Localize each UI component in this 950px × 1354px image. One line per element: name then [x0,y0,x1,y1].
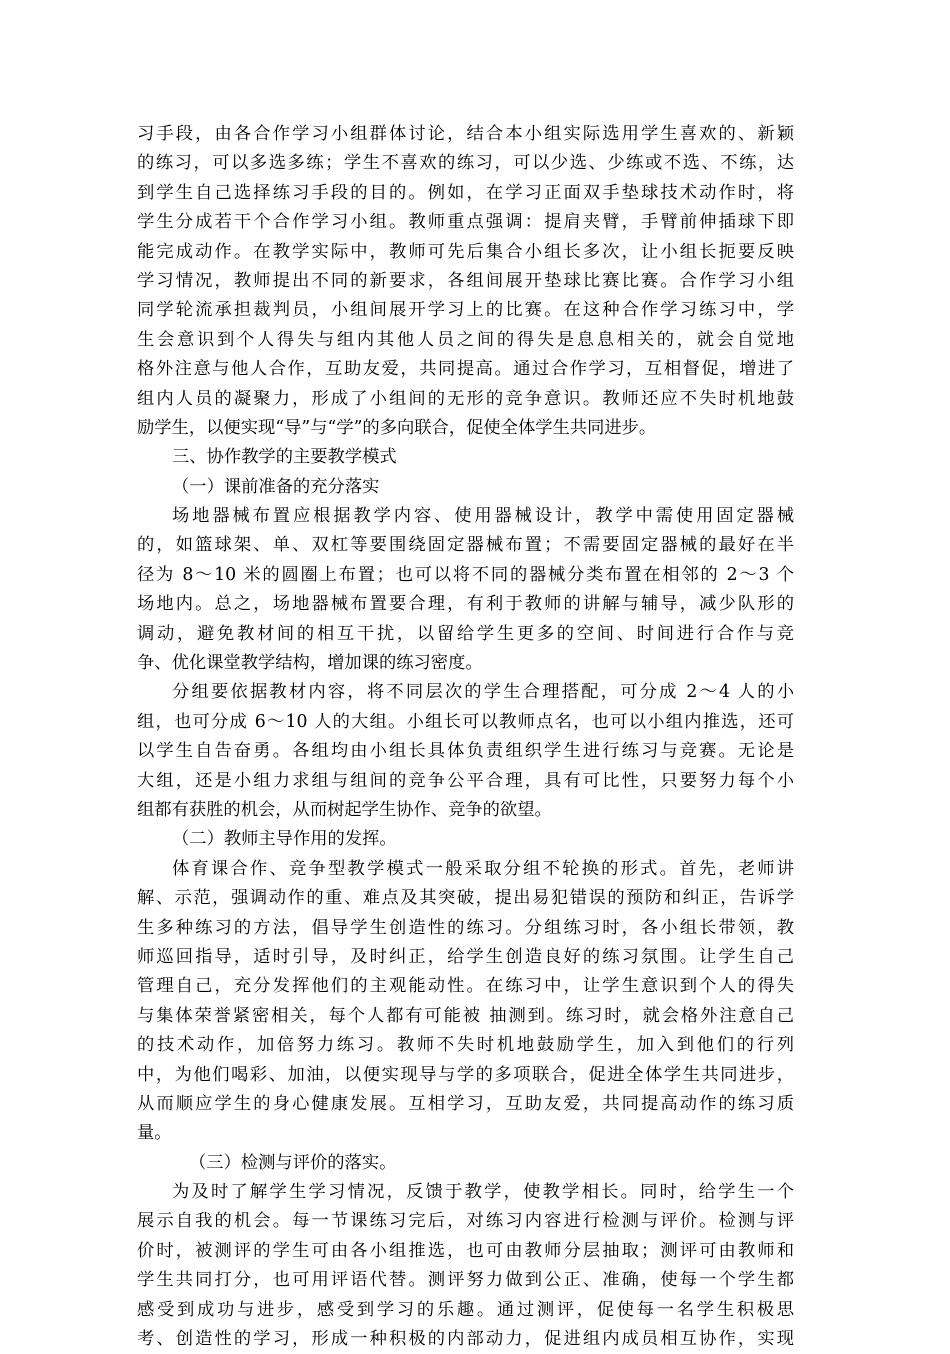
text-line: 习手段，由各合作学习小组群体讨论，结合本小组实际选用学生喜欢的、新颖 [137,124,794,144]
paragraph-last-line: 争、优化课堂教学结构，增加课的练习密度。 [137,653,483,674]
paragraph-first-line: 分组要依据教材内容，将不同层次的学生合理搭配，可分成 2～4 人的小 [172,682,794,703]
text-line: 管理自己，充分发挥他们的主观能动性。在练习中，让学生意识到个人的得失 [137,976,794,997]
text-line: 生会意识到个人得失与组内其他人员之间的得失是息息相关的，就会自觉地 [137,329,794,350]
paragraph-first-line: 为及时了解学生学习情况，反馈于教学，使教学相长。同时，给学生一个 [172,1182,794,1203]
paragraph-last-line: 组都有获胜的机会，从而树起学生协作、竞争的欲望。 [137,799,552,820]
text-line: 调动，避免教材间的相互干扰，以留给学生更多的空间、时间进行合作与竞 [137,623,794,644]
text-line: 场地内。总之，场地器械布置要合理，有利于教师的讲解与辅导，减少队形的 [137,594,794,615]
text-line: 学习情况，教师提出不同的新要求，各组间展开垫球比赛比赛。合作学习小组 [137,270,794,291]
text-line: 径为 8～10 米的圆圈上布置；也可以将不同的器械分类布置在相邻的 2～3 个 [137,564,794,585]
text-line: 师巡回指导，适时引导，及时纠正，给学生创造良好的练习氛围。让学生自己 [137,946,794,967]
paragraph-last-line: 量。 [137,1123,172,1144]
text-line: 生多种练习的方法，倡导学生创造性的练习。分组练习时，各小组长带领，教 [137,917,794,938]
text-line: 从而顺应学生的身心健康发展。互相学习，互助友爱，共同提高动作的练习质 [137,1093,794,1114]
text-line: 大组，还是小组力求组与组间的竞争公平合理，具有可比性，只要努力每个小 [137,770,794,791]
text-line: 解、示范，强调动作的重、难点及其突破，提出易犯错误的预防和纠正，告诉学 [137,888,794,909]
text-line: 到学生自己选择练习手段的目的。例如，在学习正面双手垫球技术动作时，将 [137,182,794,203]
text-line: 与集体荣誉紧密相关，每个人都有可能被 抽测到。练习时，就会格外注意自己 [137,1005,794,1026]
paragraph-first-line: 体育课合作、竞争型教学模式一般采取分组不轮换的形式。首先，老师讲 [172,858,794,879]
subsection-heading: （三）检测与评价的落实。 [189,1152,397,1173]
text-line: 的练习，可以多选多练；学生不喜欢的练习，可以少选、少练或不选、不练，达 [137,153,794,174]
text-line: 学生共同打分，也可用评语代替。测评努力做到公正、准确，使每一个学生都 [137,1270,794,1291]
text-line: 同学轮流承担裁判员，小组间展开学习上的比赛。在这种合作学习练习中，学 [137,300,794,321]
text-line: 能完成动作。在教学实际中，教师可先后集合小组长多次，让小组长扼要反映 [137,241,794,262]
text-line: 的，如篮球架、单、双杠等要围绕固定器械布置；不需要固定器械的最好在半 [137,535,794,556]
paragraph-first-line: 场地器械布置应根据教学内容、使用器械设计，教学中需使用固定器械 [172,506,794,527]
paragraph-last-line: 励学生，以便实现“导”与“学”的多向联合，促使全体学生共同进步。 [137,417,657,438]
text-line: 感受到成功与进步，感受到学习的乐趣。通过测评，促使每一名学生积极思 [137,1299,794,1320]
text-line: 中，为他们喝彩、加油，以便实现导与学的多项联合，促进全体学生共同进步， [137,1064,794,1085]
text-line: 组，也可分成 6～10 人的大组。小组长可以教师点名，也可以小组内推选，还可 [137,711,794,732]
document-body [137,120,794,1354]
text-line: 展示自我的机会。每一节课练习完后，对练习内容进行检测与评价。检测与评 [137,1211,794,1232]
text-line: 考、创造性的学习，形成一种积极的内部动力，促进组内成员相互协作，实现 [137,1329,794,1350]
text-line: 格外注意与他人合作，互助友爱，共同提高。通过合作学习，互相督促，增进了 [137,359,794,380]
text-line: 学生分成若干个合作学习小组。教师重点强调：提肩夹臂，手臂前伸插球下即 [137,212,794,233]
section-heading: 三、协作教学的主要教学模式 [172,447,397,468]
text-line: 价时，被测评的学生可由各小组推选，也可由教师分层抽取；测评可由教师和 [137,1240,794,1261]
subsection-heading: （二）教师主导作用的发挥。 [172,829,397,850]
text-line: 以学生自告奋勇。各组均由小组长具体负责组织学生进行练习与竞赛。无论是 [137,741,794,762]
text-line: 组内人员的凝聚力，形成了小组间的无形的竞争意识。教师还应不失时机地鼓 [137,388,794,409]
subsection-heading: （一）课前准备的充分落实 [172,476,380,497]
text-line: 的技术动作，加倍努力练习。教师不失时机地鼓励学生，加入到他们的行列 [137,1035,794,1056]
